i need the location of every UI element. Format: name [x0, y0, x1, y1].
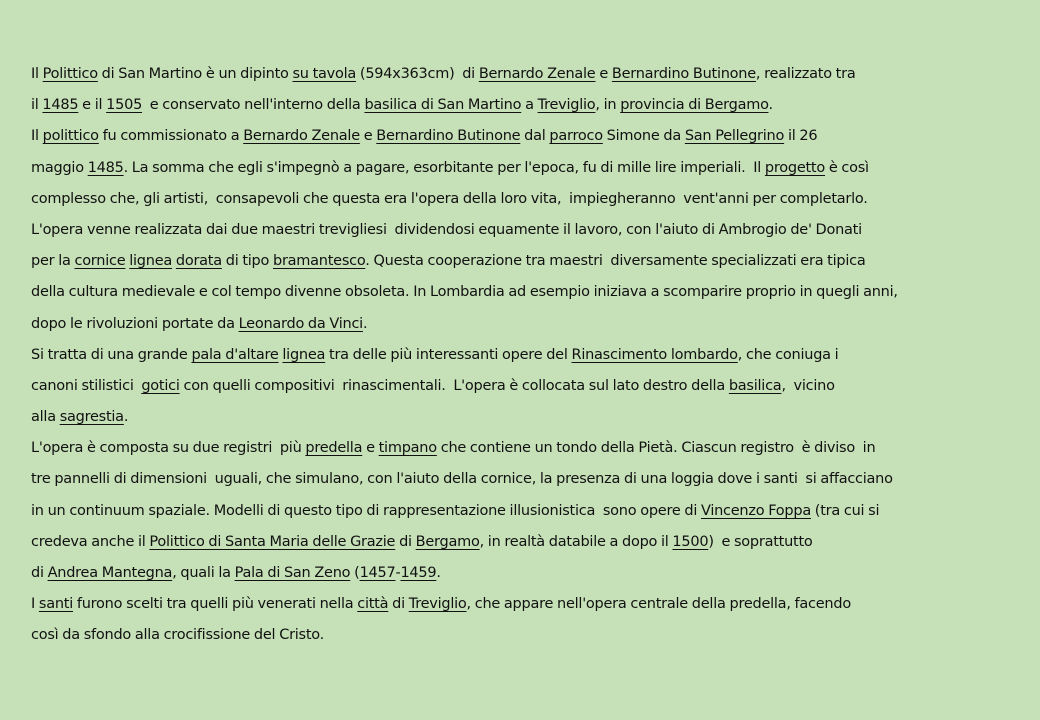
- wiki-link[interactable]: basilica: [728, 377, 782, 394]
- text-segment: , in: [595, 97, 621, 114]
- wiki-link[interactable]: Bernardo Zenale: [243, 128, 360, 145]
- text-segment: Si tratta di una grande: [31, 346, 192, 363]
- wiki-link[interactable]: polittico: [42, 128, 99, 145]
- text-segment: che contiene un tondo della Pietà. Ciascun registro è diviso in: [436, 440, 876, 457]
- text-segment: . La somma che egli s'impegnò a pagare, esorbitante per l'epoca, fu di mille lire imperiali. Il: [123, 159, 765, 176]
- text-segment: (594x363cm) di: [356, 66, 479, 82]
- text-segment: e: [595, 66, 612, 82]
- text-segment: (tra cui si: [810, 502, 880, 519]
- wiki-link[interactable]: Bernardo Zenale: [478, 66, 596, 82]
- text-segment: ) e soprattutto: [708, 533, 813, 550]
- wiki-link[interactable]: Rinascimento lombardo: [571, 346, 738, 363]
- wiki-link[interactable]: Polittico: [42, 66, 98, 82]
- text-line: [31, 464, 1021, 495]
- text-segment: così da sfondo alla crocifissione del Cristo.: [31, 627, 325, 644]
- text-segment: in un continuum spaziale. Modelli di questo tipo di rappresentazione illusionistica sono opere di: [31, 502, 701, 519]
- text-segment: , che coniuga i: [737, 346, 839, 363]
- wiki-link[interactable]: Bergamo: [415, 533, 480, 550]
- wiki-link[interactable]: 1457: [359, 565, 396, 581]
- text-segment: dal: [520, 128, 550, 145]
- wiki-link[interactable]: San Pellegrino: [684, 128, 785, 145]
- text-segment: .: [123, 409, 129, 426]
- text-segment: della cultura medievale e col tempo divenne obsoleta. In Lombardia ad esempio iniziava a scomparire proprio in quegli anni,: [31, 284, 898, 301]
- wiki-link[interactable]: sagrestia: [59, 409, 124, 426]
- text-segment: e il: [78, 97, 107, 114]
- wiki-link[interactable]: città: [357, 596, 389, 613]
- text-segment: .: [362, 315, 368, 332]
- wiki-link[interactable]: 1485: [42, 97, 79, 114]
- text-line: [31, 620, 1021, 651]
- text-line: [31, 121, 1021, 152]
- text-line: [31, 496, 1021, 527]
- wiki-link[interactable]: cornice: [74, 253, 126, 270]
- text-segment: , realizzato tra: [755, 66, 856, 82]
- wiki-link[interactable]: gotici: [141, 377, 180, 394]
- text-segment: (: [350, 565, 360, 581]
- wiki-link[interactable]: Bernardino Butinone: [611, 66, 756, 82]
- wiki-link[interactable]: lignea: [282, 346, 326, 363]
- wiki-link[interactable]: Pala di San Zeno: [234, 565, 351, 581]
- text-line: [31, 371, 1021, 402]
- text-line: [31, 589, 1021, 620]
- wiki-link[interactable]: Vincenzo Foppa: [700, 502, 811, 519]
- wiki-link[interactable]: lignea: [129, 253, 173, 270]
- text-segment: Simone da: [602, 128, 685, 145]
- text-segment: per la: [31, 253, 75, 270]
- text-segment: , vicino: [781, 377, 835, 394]
- text-line: [31, 184, 1021, 215]
- text-line: [31, 340, 1021, 371]
- text-segment: il 26: [784, 128, 818, 145]
- text-line: [31, 558, 1021, 589]
- wiki-link[interactable]: 1505: [106, 97, 143, 114]
- text-segment: . Questa cooperazione tra maestri diversamente specializzati era tipica: [365, 253, 866, 270]
- wiki-link[interactable]: Treviglio: [537, 97, 596, 114]
- text-segment: complesso che, gli artisti, consapevoli che questa era l'opera della loro vita, impiegheranno vent'anni per completarlo.: [31, 190, 868, 207]
- text-segment: .: [436, 565, 441, 581]
- wiki-link[interactable]: predella: [305, 440, 363, 457]
- text-segment: L'opera venne realizzata dai due maestri trevigliesi dividendosi equamente il lavoro, con l'aiuto di Ambrogio de' Donati: [31, 221, 862, 238]
- wiki-link[interactable]: dorata: [175, 253, 222, 270]
- text-segment: L'opera è composta su due registri più: [31, 440, 306, 457]
- text-segment: di: [31, 565, 48, 581]
- text-line: [31, 433, 1021, 464]
- text-segment: , in realtà databile a dopo il: [479, 533, 673, 550]
- wiki-link[interactable]: bramantesco: [272, 253, 366, 270]
- wiki-link[interactable]: santi: [38, 596, 73, 613]
- wiki-link[interactable]: timpano: [378, 440, 437, 457]
- text-segment: e: [362, 440, 379, 457]
- wiki-link[interactable]: provincia di Bergamo: [620, 97, 769, 114]
- text-segment: fu commissionato a: [98, 128, 244, 145]
- wiki-link[interactable]: progetto: [764, 159, 825, 176]
- text-line: [31, 309, 1021, 340]
- text-segment: di tipo: [221, 253, 273, 270]
- text-segment: con quelli compositivi rinascimentali. L'opera è collocata sul lato destro della: [179, 377, 729, 394]
- text-line: [31, 59, 1021, 90]
- text-segment: , quali la: [172, 565, 235, 581]
- wiki-link[interactable]: pala d'altare: [191, 346, 279, 363]
- wiki-link[interactable]: 1500: [672, 533, 709, 550]
- text-segment: .: [768, 97, 773, 114]
- text-segment: -: [395, 565, 401, 581]
- text-segment: furono scelti tra quelli più venerati nella: [72, 596, 358, 613]
- wiki-link[interactable]: parroco: [549, 128, 603, 145]
- text-segment: credeva anche il: [31, 533, 150, 550]
- text-segment: e conservato nell'interno della: [142, 97, 365, 114]
- wiki-link[interactable]: Leonardo da Vinci: [238, 315, 363, 332]
- text-segment: di San Martino è un dipinto: [97, 66, 293, 82]
- wiki-link[interactable]: 1459: [400, 565, 437, 581]
- wiki-link[interactable]: 1485: [87, 159, 124, 176]
- text-segment: è così: [825, 159, 869, 176]
- text-line: [31, 215, 1021, 246]
- text-line: [31, 153, 1021, 184]
- text-line: [31, 90, 1021, 121]
- text-line: [31, 402, 1021, 433]
- text-segment: I: [31, 596, 39, 613]
- text-segment: tra delle più interessanti opere del: [325, 346, 572, 363]
- wiki-link[interactable]: su tavola: [292, 66, 357, 82]
- text-segment: di: [388, 596, 409, 613]
- text-segment: a: [521, 97, 538, 114]
- text-segment: , che appare nell'opera centrale della predella, facendo: [466, 596, 851, 613]
- text-segment: maggio: [31, 159, 88, 176]
- text-segment: tre pannelli di dimensioni uguali, che simulano, con l'aiuto della cornice, la presenza di una loggia dove i santi si affacciano: [31, 471, 893, 488]
- wiki-link[interactable]: Treviglio: [408, 596, 467, 613]
- text-segment: di: [395, 533, 416, 550]
- text-segment: Il: [31, 128, 43, 145]
- text-segment: dopo le rivoluzioni portate da: [31, 315, 239, 332]
- text-line: [31, 527, 1021, 558]
- wiki-link[interactable]: Polittico di Santa Maria delle Grazie: [149, 533, 396, 550]
- text-segment: Il: [31, 66, 43, 82]
- text-segment: il: [31, 97, 43, 114]
- text-line: [31, 246, 1021, 277]
- text-segment: e: [359, 128, 377, 145]
- text-line: [31, 277, 1021, 308]
- wiki-link[interactable]: Bernardino Butinone: [376, 128, 521, 145]
- wiki-link[interactable]: Andrea Mantegna: [47, 565, 173, 581]
- text-segment: alla: [31, 409, 60, 426]
- text-segment: canoni stilistici: [31, 377, 142, 394]
- wiki-link[interactable]: basilica di San Martino: [364, 97, 522, 114]
- article-text: [31, 59, 1021, 652]
